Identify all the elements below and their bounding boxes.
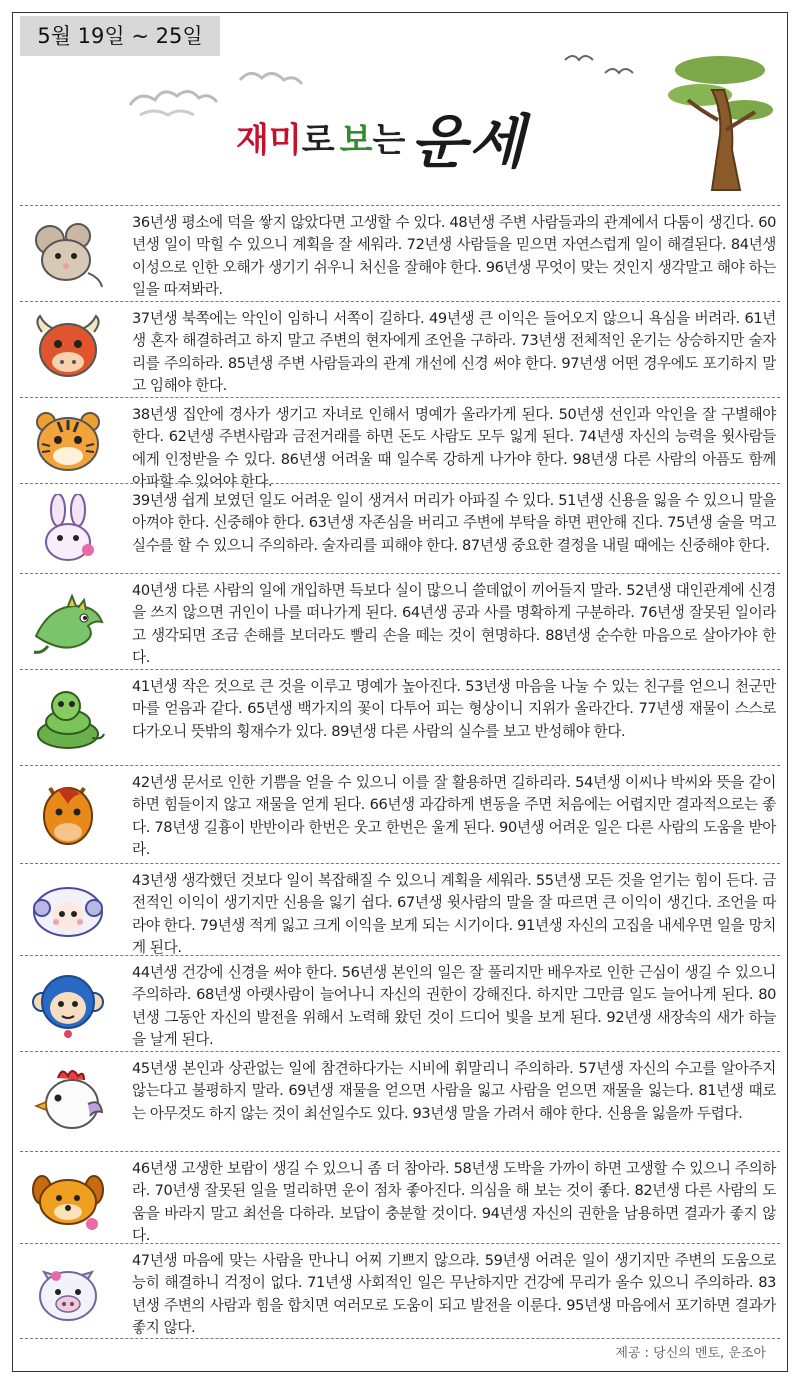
fortune-text: 43년생 생각했던 것보다 일이 복잡해질 수 있으니 계획을 세워라. 55년생 모든 것을 얻기는 힘이 든다. 금전적인 이익이 생기지만 신용을 잃기 쉽다. 67년생 윗사람의 말을 잘 따르면 큰 이익이 생긴다. 조언을 따라야 한다. 79년생 적게 잃고 크게 이익을 보게 되는 시기이다. 91년생 자신의 고집을 내세우면 일을 망치게 된다. [132, 872, 776, 957]
rat-icon [28, 218, 108, 290]
dog-icon [28, 1164, 108, 1236]
fortune-text: 39년생 쉽게 보였던 일도 어려운 일이 생겨서 머리가 아파질 수 있다. 51년생 신용을 잃을 수 있으니 말을 아껴야 한다. 신중해야 한다. 63년생 자존심을 버리고 주변에 부탁을 하면 편안해 진다. 75년생 술을 먹고 실수를 할 수 있으니 주의하라. 술자리를 피해야 한다. 87년생 중요한 결정을 내릴 때에는 신중해야 한다. [132, 492, 776, 554]
fortune-text: 44년생 건강에 신경을 써야 한다. 56년생 본인의 일은 잘 풀리지만 배우자로 인한 근심이 생길 수 있으니 주의하라. 68년생 아랫사람이 늘어나니 자신의 권한이 강해진다. 하지만 그만큼 일도 늘어나게 된다. 80년생 그동안 자신의 발전을 위해서 노력해 왔던 것이 드디어 빛을 보게 된다. 92년생 새장속의 새가 하늘을 날게 된다. [132, 964, 776, 1049]
zodiac-row-dog [20, 1151, 780, 1243]
credit-line: 제공 : 당신의 멘토, 운조아 [615, 1346, 766, 1361]
horse-icon [28, 778, 108, 850]
zodiac-list [20, 205, 780, 1339]
date-range-badge: 5월 19일 ~ 25일 [20, 16, 220, 56]
zodiac-row-rooster [20, 1051, 780, 1151]
zodiac-row-ox [20, 301, 780, 397]
zodiac-row-tiger [20, 397, 780, 491]
zodiac-row-monkey [20, 955, 780, 1051]
snake-icon [28, 682, 108, 754]
title-word-1: 재미 [236, 120, 302, 161]
fortune-text: 41년생 작은 것으로 큰 것을 이루고 명예가 높아진다. 53년생 마음을 나눌 수 있는 친구를 얻으니 천군만마를 얻음과 같다. 65년생 백가지의 꽃이 다투어 피는 형상이니 지위가 올라간다. 77년생 재물이 스스로 다가오니 뜻밖의 횡재수가 있다. 89년생 다른 사람의 실수를 보고 반성해야 한다. [132, 678, 776, 740]
fortune-text: 40년생 다른 사람의 일에 개입하면 득보다 실이 많으니 쓸데없이 끼어들지 말라. 52년생 대인관계에 신경을 쓰지 않으면 귀인이 나를 떠나가게 된다. 64년생 공과 사를 명확하게 구분하라. 76년생 잘못된 일이라고 생각되면 조금 손해를 보더라도 빨리 손을 떼는 것이 현명하다. 88년생 순수한 마음으로 살아가야 한다. [132, 582, 776, 667]
fortune-text: 37년생 북쪽에는 악인이 임하니 서쪽이 길하다. 49년생 큰 이익은 들어오지 않으니 욕심을 버려라. 61년생 혼자 해결하려고 하지 말고 주변의 현자에게 조언을 구하라. 73년생 전체적인 운기는 상승하지만 술자리를 주의하라. 85년생 주변 사람들과의 관계 개선에 신경 써야 한다. 97년생 어떤 경우에도 포기하지 말고 임해야 한다. [132, 310, 776, 395]
zodiac-row-snake [20, 669, 780, 765]
title-word-5: 운세 [410, 108, 527, 176]
zodiac-row-rat [20, 205, 780, 301]
tiger-icon [28, 406, 108, 478]
pig-icon [28, 1256, 108, 1328]
fortune-text: 46년생 고생한 보람이 생길 수 있으니 좀 더 참아라. 58년생 도박을 가까이 하면 고생할 수 있으니 주의하라. 70년생 잘못된 일을 멀리하면 운이 점차 좋아진다. 의심을 해 보는 것이 좋다. 82년생 다른 사람의 도움을 바라지 말고 최선을 다하라. 보답이 충분할 것이다. 94년생 자신의 권한을 남용하면 결과가 좋지 않다. [132, 1160, 776, 1245]
title-word-3: 보 [339, 120, 373, 161]
dragon-icon [28, 586, 108, 658]
fortune-text: 36년생 평소에 덕을 쌓지 않았다면 고생할 수 있다. 48년생 주변 사람들과의 관계에서 다툼이 생긴다. 60년생 일이 막힐 수 있으니 계획을 잘 세워라. 72년생 사람들을 믿으면 자연스럽게 일이 해결된다. 84년생 이성으로 인한 오해가 생기기 쉬우니 처신을 잘해야 한다. 96년생 무엇이 맞는 것인지 생각말고 해야 하는 일을 따져봐라. [132, 214, 776, 299]
title-word-2: 로 [301, 120, 335, 161]
zodiac-row-sheep [20, 863, 780, 955]
sheep-icon [28, 874, 108, 946]
rooster-icon [28, 1064, 108, 1136]
zodiac-row-pig [20, 1243, 780, 1339]
fortune-text: 45년생 본인과 상관없는 일에 참견하다가는 시비에 휘말리니 주의하라. 57년생 자신의 수고를 알아주지 않는다고 불평하지 말라. 69년생 재물을 얻으면 사람을 잃고 사람을 얻으면 재물을 잃는다. 81년생 때로는 아무것도 하지 않는 것이 최선일수도 있다. 93년생 말을 가려서 해야 한다. 신용을 잃을까 두렵다. [132, 1060, 776, 1122]
zodiac-row-rabbit [20, 483, 780, 573]
title-word-4: 는 [372, 120, 406, 161]
fortune-text: 47년생 마음에 맞는 사람을 만나니 어찌 기쁘지 않으랴. 59년생 어려운 일이 생기지만 주변의 도움으로 능히 해결하니 걱정이 없다. 71년생 사회적인 일은 무난하지만 건강에 무리가 올수 있으니 주의하라. 83년생 주변의 사람과 힘을 합치면 여러모로 도움이 되고 발전을 이룬다. 95년생 마음에서 포기하면 결과가 좋지 않다. [132, 1252, 776, 1337]
zodiac-row-horse [20, 765, 780, 863]
fortune-text: 42년생 문서로 인한 기쁨을 얻을 수 있으니 이를 잘 활용하면 길하리라. 54년생 이씨나 박씨와 뜻을 같이하면 힘들이지 않고 재물을 얻게 된다. 66년생 과감하게 변동을 주면 처음에는 어렵지만 결과적으로는 좋다. 78년생 길흉이 반반이라 한번은 웃고 한번은 울게 된다. 90년생 어려운 일은 다른 사람의 도움을 받아라. [132, 774, 776, 859]
monkey-icon [28, 968, 108, 1040]
page-title [236, 95, 527, 175]
ox-icon [28, 314, 108, 386]
rabbit-icon [28, 494, 108, 566]
birds-icon [560, 45, 650, 85]
pine-tree-icon [660, 40, 780, 200]
fortune-text: 38년생 집안에 경사가 생기고 자녀로 인해서 명예가 올라가게 된다. 50년생 선인과 악인을 잘 구별해야 한다. 62년생 주변사람과 금전거래를 하면 돈도 사람도 모두 잃게 된다. 74년생 자신의 능력을 윗사람들에게 인정받을 수 있다. 86년생 어려울 때 일수록 강하게 나가야 한다. 98년생 다른 사람의 아픔도 함께 아파할 수 있어야 한다. [132, 406, 776, 491]
zodiac-row-dragon [20, 573, 780, 669]
